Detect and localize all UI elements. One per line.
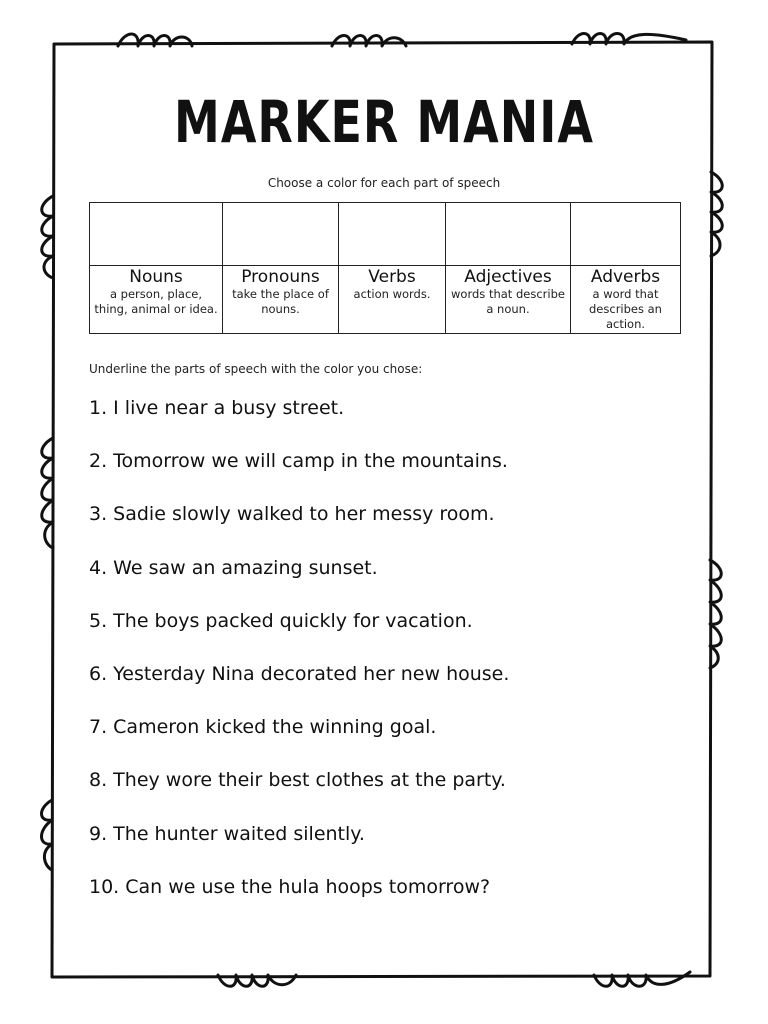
label-cell-nouns bbox=[90, 266, 223, 334]
parts-of-speech-table bbox=[89, 202, 681, 334]
term-definition: a word that describes an action. bbox=[589, 287, 662, 331]
term-label: Adverbs bbox=[590, 267, 661, 287]
term-definition: a person, place, thing, animal or idea. bbox=[94, 287, 218, 316]
sentence-3[interactable]: 3. Sadie slowly walked to her messy room. bbox=[89, 503, 495, 526]
color-cell-adjectives[interactable] bbox=[446, 203, 571, 266]
sentence-1[interactable]: 1. I live near a busy street. bbox=[89, 397, 345, 419]
term-label: Nouns bbox=[129, 267, 183, 287]
color-swatch-row bbox=[90, 203, 681, 266]
label-cell-pronouns bbox=[223, 266, 339, 334]
term-label: Verbs bbox=[368, 267, 416, 287]
sentence-2[interactable]: 2. Tomorrow we will camp in the mountains. bbox=[89, 450, 508, 473]
sentence-8[interactable]: 8. They wore their best clothes at the party. bbox=[89, 769, 506, 792]
label-cell-verbs bbox=[339, 266, 446, 334]
sentence-list bbox=[89, 394, 509, 926]
term-definition: take the place of nouns. bbox=[232, 287, 329, 316]
definition-row bbox=[90, 266, 681, 334]
sentence-9[interactable]: 9. The hunter waited silently. bbox=[89, 822, 365, 845]
term-label: Adjectives bbox=[464, 267, 552, 287]
color-cell-adverbs[interactable] bbox=[571, 203, 681, 266]
worksheet-title: MARKER MANIA bbox=[174, 88, 594, 156]
sentence-10[interactable]: 10. Can we use the hula hoops tomorrow? bbox=[89, 875, 491, 898]
color-cell-nouns[interactable] bbox=[90, 203, 223, 266]
worksheet-subtitle: Choose a color for each part of speech bbox=[267, 176, 501, 190]
sentence-5[interactable]: 5. The boys packed quickly for vacation. bbox=[89, 609, 473, 632]
label-cell-adverbs bbox=[571, 266, 681, 334]
sentence-6[interactable]: 6. Yesterday Nina decorated her new house. bbox=[89, 662, 510, 685]
term-label: Pronouns bbox=[241, 267, 320, 287]
color-cell-verbs[interactable] bbox=[339, 203, 446, 266]
sentence-4[interactable]: 4. We saw an amazing sunset. bbox=[89, 556, 378, 579]
sentence-7[interactable]: 7. Cameron kicked the winning goal. bbox=[89, 716, 437, 739]
term-definition: action words. bbox=[353, 287, 431, 301]
color-cell-pronouns[interactable] bbox=[223, 203, 339, 266]
instruction-text: Underline the parts of speech with the color you chose: bbox=[89, 362, 423, 376]
term-definition: words that describe a noun. bbox=[451, 287, 565, 316]
label-cell-adjectives bbox=[446, 266, 571, 334]
